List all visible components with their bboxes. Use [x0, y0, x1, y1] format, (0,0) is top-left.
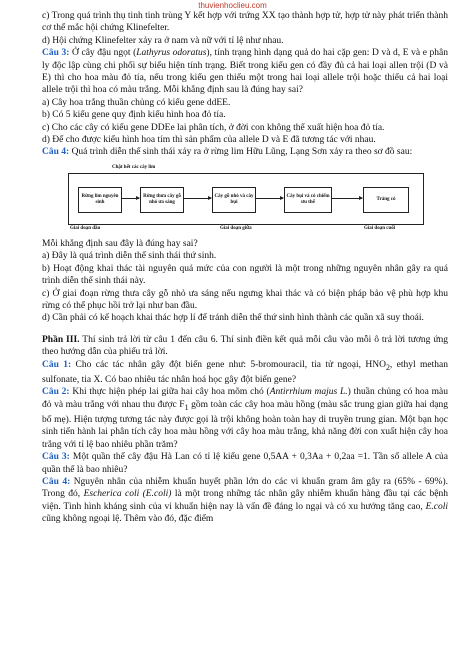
q3-option-a: a) Cây hoa trắng thuần chủng có kiểu gene ddEE. — [42, 97, 231, 108]
part3-intro — [42, 334, 448, 359]
q3-option-c: c) Cho các cây có kiểu gene DDEe lai phân tích, ở đời con không thể xuất hiện hoa đỏ tía. — [42, 122, 385, 133]
p3-q2-subscript: 1 — [184, 402, 189, 412]
p3-question-3 — [42, 451, 448, 476]
stage-start-label: Giai đoạn đầu — [70, 225, 101, 231]
p3-q1-label: Câu 1: — [42, 359, 72, 370]
diagram-top-label: Chặt hết các cây lim — [112, 164, 156, 170]
p3-q1-text: Cho các tác nhân gây đột biến gene như: 5-bromouracil, tia tử ngoại, HNO — [71, 359, 386, 370]
stage-mid-label: Giai đoạn giữa — [220, 225, 252, 231]
q4-prompt: Mỗi khẳng định sau đây là đúng hay sai? — [42, 238, 198, 249]
diagram-box-sparse-forest: Rừng thưa cây gỗ nhỏ ưa sáng — [140, 187, 184, 213]
p3-question-4 — [42, 476, 448, 526]
p3-q4-text: Nguyên nhân của nhiễm khuẩn huyết phần lớn do các vi khuẩn gram âm gây ra (65% - 69%). Trong đó, — [42, 476, 448, 500]
p3-q3-text: Một quần thể cây đậu Hà Lan có tỉ lệ kiểu gene 0,5AA + 0,3Aa + 0,2aa =1. Tần số allele A của quần thể là bao nhiêu? — [42, 452, 449, 475]
q4-option-a: a) Đây là quá trình diễn thế sinh thái thứ sinh. — [42, 251, 217, 262]
stage-end-label: Giai đoạn cuối — [364, 225, 396, 231]
p3-q3-label: Câu 3: — [42, 452, 70, 463]
p3-q4-species-2: E.coli — [425, 501, 448, 512]
p3-q2-text-rest: gồm toàn các cây hoa màu hồng (màu sắc trung gian giữa hai dạng bố mẹ). Hiện tượng tương tác này được gọi là trội không hoàn toàn hay di truyền trung gian. Một bạn học sinh tiến hành lai phân tích cây hoa màu hồng với cây hoa màu trắng, khả năng đời con xuất hiện cây hoa trắng với tỉ lệ bao nhiêu phần trăm? — [42, 399, 448, 450]
p3-question-2 — [42, 386, 448, 451]
diagram-box-shrubs: Cây bụi và cỏ chiếm ưu thế — [284, 187, 332, 213]
p3-q2-label: Câu 2: — [42, 387, 70, 398]
arrow-icon — [183, 198, 211, 199]
p3-q4-species: Escherica coli (E.coli) — [83, 489, 172, 500]
p3-q1-subscript: 2 — [385, 362, 390, 372]
arrow-icon — [121, 198, 139, 199]
diagram-box-grassland: Trảng cỏ — [363, 187, 409, 213]
arrow-icon — [255, 198, 283, 199]
succession-diagram — [42, 161, 448, 236]
q3-species-name: Lathyrus odoratus — [136, 48, 207, 59]
q4-option-b: b) Hoạt động khai thác tài nguyên quá mức của con người là một trong những nguyên nhân gây ra quá trình diễn thế sinh thái này. — [42, 263, 448, 287]
q3-option-b: b) Có 5 kiểu gene quy định kiểu hình hoa đỏ tía. — [42, 110, 226, 121]
q2-option-d: d) Hội chứng Klinefelter xảy ra ở nam và nữ với tỉ lệ như nhau. — [42, 35, 284, 46]
q4-option-c: c) Ở giai đoạn rừng thưa cây gỗ nhỏ ưa sáng nếu ngưng khai thác và có biện pháp bảo vệ phù hợp khu rừng có thể phục hồi trở lại như ban đầu. — [42, 288, 448, 311]
part3-title: Phần III. — [42, 334, 80, 345]
p3-q4-label: Câu 4: — [42, 476, 71, 487]
q4-stem-text: Quá trình diễn thế sinh thái xảy ra ở rừng lim Hữu Lũng, Lạng Sơn xảy ra theo sơ đồ sau: — [69, 147, 413, 158]
q3-stem-rest: ), tính trạng hình dạng quả do hai cặp gen: D và d, E và e phân ly độc lập cùng chi phối sự biểu hiện tính trạng. Biết trong kiểu gen có đầy đủ cả hai loại allen trội (D và E) thì cho hoa màu đỏ tía, nếu trong kiểu gen thiếu một trong hai loại allele trội hoặc thiếu cả hai loại allele trội thì hoa có màu trắng. Mỗi khẳng định sau là đúng hay sai? — [42, 48, 448, 96]
document-body — [42, 10, 448, 526]
p3-q4-text-mid: là một trong những tác nhân gây nhiễm khuẩn hàng đầu tại các bệnh viện. Tình hình kháng sinh của vi khuẩn hiện nay là vấn đề đáng lo ngại và có xu hướng tăng cao, — [42, 489, 449, 512]
q3-stem — [42, 47, 448, 97]
p3-q2-text-mid: ) thuần chủng có hoa màu đỏ và màu trắng với nhau thu được F — [42, 387, 448, 410]
p3-q4-text-rest: cũng không ngoại lệ. Thêm vào đó, đặc điểm — [42, 514, 214, 525]
diagram-box-primary-forest: Rừng lim nguyên sinh — [78, 187, 122, 213]
q3-label: Câu 3: — [42, 48, 70, 59]
diagram-box-small-trees: Cây gỗ nhỏ và cây bụi — [212, 187, 256, 213]
p3-question-1 — [42, 359, 448, 387]
q4-option-d: d) Cần phải có kế hoạch khai thác hợp lí để tránh diễn thế thứ sinh hình thành các quần xã suy thoái. — [42, 313, 424, 324]
q3-stem-text: Ở cây đậu ngọt ( — [69, 48, 137, 59]
q4-stem — [42, 146, 448, 158]
p3-q2-species: Antirrhium majus L. — [269, 387, 348, 398]
q3-option-d: d) Để cho được kiểu hình hoa tím thì sản phẩm của allele D và E đã tương tác với nhau. — [42, 135, 376, 146]
q4-label: Câu 4: — [42, 147, 70, 158]
part3-intro-text: Thí sinh trả lời từ câu 1 đến câu 6. Thí sinh điền kết quả mỗi câu vào mỗi ô trả lời tương ứng theo hướng dẫn của phiếu trả lời. — [42, 334, 448, 358]
p3-q2-text: Khi thực hiện phép lai giữa hai cây hoa mõm chó ( — [69, 387, 270, 398]
watermark: thuvienhoclieu.com — [198, 1, 267, 10]
q2-option-c: c) Trong quá trình thụ tinh tinh trùng Y kết hợp với trứng XX tạo thành hợp tử, hợp tử này phát triển thành cơ thể mắc hội chứng Klinefelter. — [42, 11, 448, 34]
arrow-icon — [331, 198, 362, 199]
p3-q1-text-rest: , ethyl methan sulfonate, tia X. Có bao nhiêu tác nhân hoá học gây đột biến gene? — [42, 359, 448, 385]
